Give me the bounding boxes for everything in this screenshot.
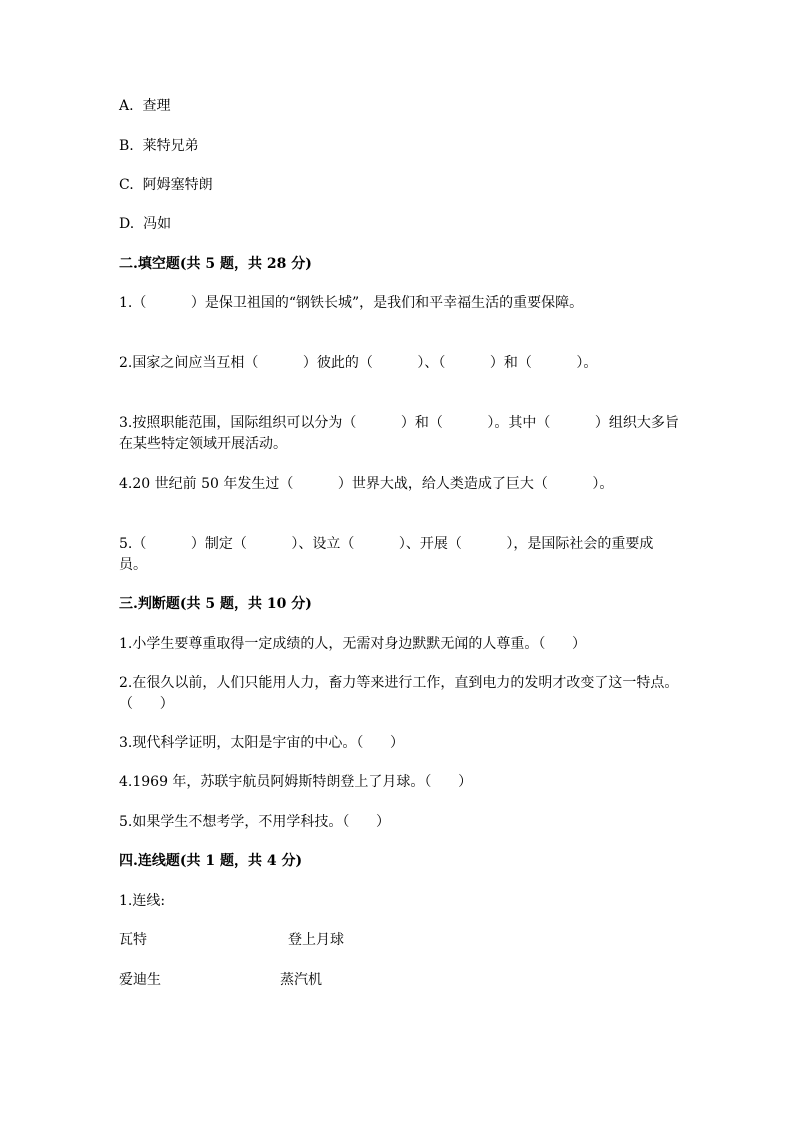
option-a: A. 查理 [119,98,171,114]
judge-question-4: 4.1969 年，苏联宇航员阿姆斯特朗登上了月球。（ ） [119,774,473,790]
judge-question-3: 3.现代科学证明，太阳是宇宙的中心。（ ） [119,735,405,751]
section-heading-fill-in: 二.填空题(共 5 题，共 28 分) [119,256,312,272]
judge-question-5: 5.如果学生不想考学，不用学科技。（ ） [119,814,391,830]
fill-question-5: 5.（ ）制定（ ）、设立（ ）、开展（ ），是国际社会的重要成员。 [119,536,654,573]
option-c: C. 阿姆塞特朗 [119,177,213,193]
fill-question-3: 3.按照职能范围，国际组织可以分为（ ）和（ ）。其中（ ）组织大多旨在某些特定领域开展活动。 [119,415,679,452]
match-right-item: 蒸汽机 [280,972,322,988]
fill-question-4: 4.20 世纪前 50 年发生过（ ）世界大战，给人类造成了巨大（ ）。 [119,476,614,492]
match-left-item: 瓦特 [119,932,147,948]
option-b: B. 莱特兄弟 [119,138,199,154]
fill-question-1: 1.（ ）是保卫祖国的“钢铁长城”，是我们和平幸福生活的重要保障。 [119,295,584,311]
section-heading-matching: 四.连线题(共 1 题，共 4 分) [119,853,303,869]
option-d: D. 冯如 [119,216,172,232]
match-right-item: 登上月球 [288,932,344,948]
match-left-item: 爱迪生 [119,972,161,988]
matching-question-1: 1.连线: [119,893,166,909]
fill-question-2: 2.国家之间应当互相（ ）彼此的（ ）、（ ）和（ ）。 [119,355,598,371]
judge-question-1: 1.小学生要尊重取得一定成绩的人，无需对身边默默无闻的人尊重。（ ） [119,636,587,652]
section-heading-true-false: 三.判断题(共 5 题，共 10 分) [119,596,312,612]
judge-question-2: 2.在很久以前，人们只能用人力，畜力等来进行工作，直到电力的发明才改变了这一特点。（ ） [119,675,679,712]
